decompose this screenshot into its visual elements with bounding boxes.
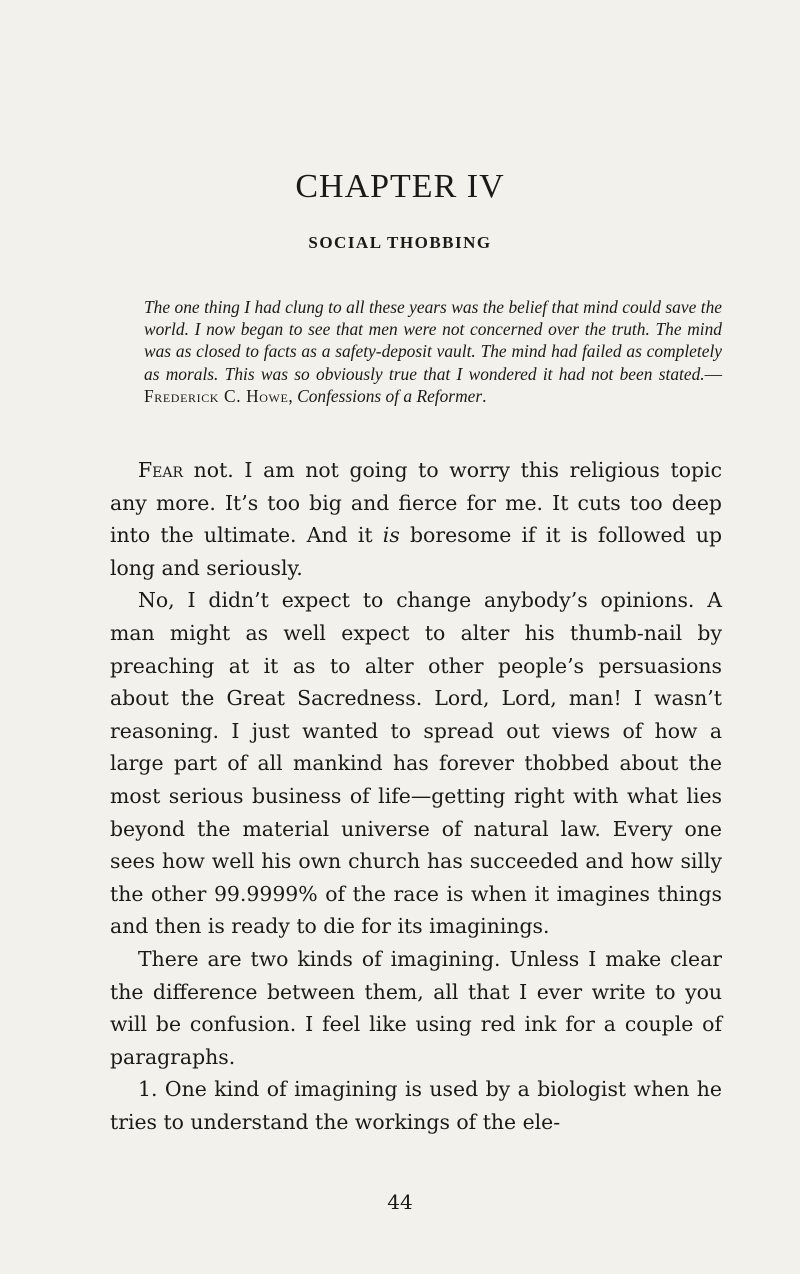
- epigraph-quote: The one thing I had clung to all these years was the belief that mind could save the world. I now began to see that men were not concerned over the truth. The mind was as closed to facts as a safety-deposit vault. The mind had failed as completely as morals. This was so obviously true that I wondered it had not been stated.: [144, 297, 722, 384]
- paragraph-3: There are two kinds of imagining. Unless I make clear the difference between them, all that I ever write to you will be confusion. I feel like using red ink for a couple of paragraphs.: [110, 946, 722, 1069]
- paragraph-1-lead: Fear: [138, 458, 184, 482]
- epigraph-end: .: [482, 385, 487, 406]
- epigraph-author: Frederick C. Howe: [144, 385, 289, 406]
- page-number: 44: [387, 1190, 413, 1214]
- chapter-subtitle: SOCIAL THOBBING: [308, 233, 492, 252]
- paragraph-2: No, I didn’t expect to change anybody’s opinions. A man might as well expect to alter his thumb-nail by preaching at it as to alter other people’s persuasions about the Great Sacredness. Lord, Lord, man! I wasn’t reasoning. I just wanted to spread out views of how a large part of all mankind has forever thobbed about the most serious business of life—getting right with what lies beyond the material universe of natural law. Every one sees how well his own church has succeeded and how silly the other 99.9999% of the race is when it imagines things and then is ready to die for its imaginings.: [110, 588, 722, 939]
- paragraph-1: [110, 454, 722, 584]
- paragraph-4: 1. One kind of imagining is used by a biologist when he tries to understand the workings of the ele-: [110, 1077, 722, 1134]
- body-text: [110, 454, 722, 1138]
- epigraph-dash: —: [704, 363, 722, 384]
- epigraph: [144, 296, 722, 407]
- paragraph-1-text-a: not. I am not going to worry this religious topic any more. It’s too big and fierce for me. It cuts too deep into the ultimate. And it: [110, 458, 722, 548]
- epigraph-source: Confessions of a Reformer: [297, 385, 483, 406]
- paragraph-1-text-b: boresome if it is followed up long and seriously.: [110, 523, 722, 580]
- chapter-title: CHAPTER IV: [295, 168, 505, 205]
- paragraph-1-emphasis: is: [382, 523, 400, 548]
- epigraph-comma: ,: [288, 385, 298, 406]
